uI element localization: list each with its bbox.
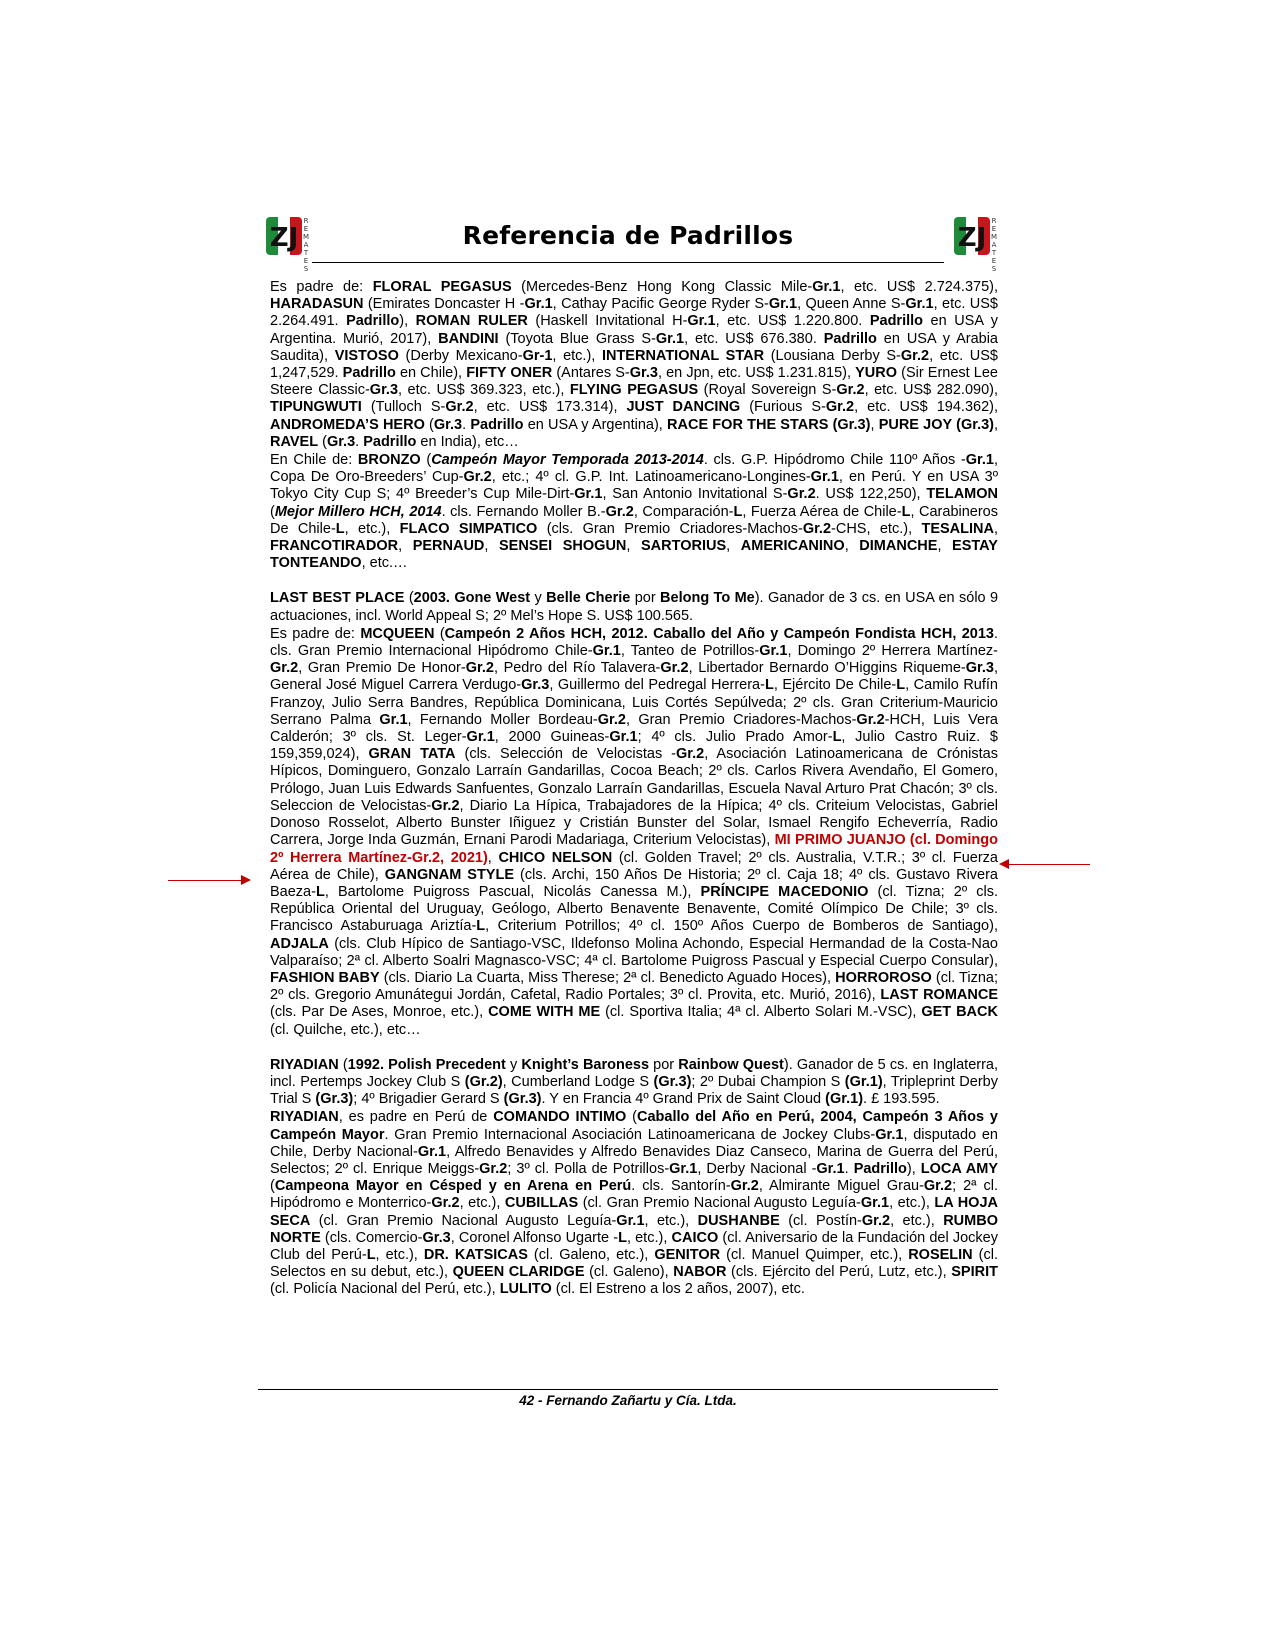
page-title: Referencia de Padrillos bbox=[462, 221, 794, 250]
logo-side-text: REMATES bbox=[990, 217, 998, 273]
document-body bbox=[270, 279, 998, 1299]
paragraph-riyadian: RIYADIAN (1992. Polish Precedent y Knight’s Baroness por Rainbow Quest). Ganador de 5 cs. en Inglaterra, incl. Pertemps Jockey Club S (Gr.2), Cumberland Lodge S (Gr.3); 2º Dubai Champion S (Gr.1), Tripleprint Derby Trial S (Gr.3); 4º Brigadier Gerard S (Gr.3). Y en Francia 4º Grand Prix de Saint Cloud (Gr.1). £ 193.595. bbox=[270, 1056, 999, 1108]
paragraph-last-best-place: LAST BEST PLACE (2003. Gone West y Belle Cherie por Belong To Me). Ganador de 3 cs. en USA en sólo 9 actuaciones, incl. World Appeal S; 2º Mel’s Hope S. US$ 100.565. bbox=[270, 590, 999, 624]
zj-logo-icon bbox=[954, 217, 990, 255]
logo-letters: ZJ bbox=[957, 223, 987, 253]
paragraph-last-best-place-offspring: Es padre de: MCQUEEN (Campeón 2 Años HCH, 2012. Caballo del Año y Campeón Fondista HCH, 2013. cls. Gran Premio Internacional Hipódromo Chile-Gr.1, Tanteo de Potrillos-Gr.1, Domingo 2º Herrera Martínez-Gr.2, Gran Premio De Honor-Gr.2, Pedro del Río Talavera-Gr.2, Libertador Bernardo O’Higgins Riqueme-Gr.3, General José Miguel Carrera Verdugo-Gr.3, Guillermo del Pedregal Herrera-L, Ejército De Chile-L, Camilo Rufín Franzoy, Julio Serra Bandres, República Dominicana, Luis Cortés Sepúlveda; 2º cls. Gran Criterium-Mauricio Serrano Palma Gr.1, Fernando Moller Bordeau-Gr.2, Gran Premio Criadores-Machos-Gr.2-HCH, Luis Vera Calderón; 3º cls. St. Leger-Gr.1, 2000 Guineas-Gr.1; 4º cls. Julio Prado Amor-L, Julio Castro Ruiz. $ 159,359,024), GRAN TATA (cls. Selección de Velocistas -Gr.2, Asociación Latinoamericana de Crónistas Hípicos, Dominguero, Gonzalo Larraín Gandarillas, Cocoa Beach; 2º cls. Carlos Rivera Avendaño, El Gomero, Prólogo, Juan Luis Edwards Sanfuentes, Gonzalo Larraín Gandarillas, Escuela Naval Arturo Prat Chacón; 3º cls. Seleccion de Velocistas-Gr.2, Diario La Hípica, Trabajadores de la Hípica; 4º cls. Criteium Velocistas, Gabriel Donoso Rosselot, Alberto Bunster Iñiguez y Cristián Bunster del Solar, Ismael Rengifo Echeverría, Radio Carrera, Jorge Inda Guzmán, Ernani Parodi Madariaga, Criterium Velocistas), MI PRIMO JUANJO (cl. Domingo 2º Herrera Martínez-Gr.2, 2021), CHICO NELSON (cl. Golden Travel; 2º cls. Australia, V.T.R.; 3º cl. Fuerza Aérea de Chile), GANGNAM STYLE (cls. Archi, 150 Años De Historia; 2º cl. Caja 18; 4º cls. Gustavo Rivera Baeza-L, Bartolome Puigross Pascual, Nicolás Canessa M.), PRÍNCIPE MACEDONIO (cl. Tizna; 2º cls. República Oriental del Uruguay, Geólogo, Alberto Benavente Benavente, Comité Olímpico De Chile; 3º cls. Francisco Astaburuaga Ariztía-L, Criterium Potrillos; 4º cl. 150º Años Cuerpo de Bomberos de Santiago), ADJALA (cls. Club Hípico de Santiago-VSC, Ildefonso Molina Achondo, Especial Hermandad de la Costa-Nao Valparaíso; 2ª cl. Alberto Soalri Magnasco-VSC; 4ª cl. Bartolome Puigross Pascual y Especial Cuerpo Consular), FASHION BABY (cls. Diario La Cuarta, Miss Therese; 2ª cl. Benedicto Aguado Hoces), HORROROSO (cl. Tizna; 2º cls. Gregorio Amunátegui Jordán, Cafetal, Radio Portales; 3º cl. Provita, etc. Murió, 2016), LAST ROMANCE (cls. Par De Ases, Monroe, etc.), COME WITH ME (cl. Sportiva Italia; 4ª cl. Alberto Solari M.-VSC), GET BACK (cl. Quilche, etc.), etc… bbox=[270, 625, 999, 1038]
paragraph-chile-offspring: En Chile de: BRONZO (Campeón Mayor Temporada 2013-2014. cls. G.P. Hipódromo Chile 110º Años -Gr.1, Copa De Oro-Breeders’ Cup-Gr.2, etc.; 4º cl. G.P. Int. Latinoamericano-Longines-Gr.1, en Perú. Y en USA 3º Tokyo City Cup S; 4º Breeder’s Cup Mile-Dirt-Gr.1, San Antonio Invitational S-Gr.2. US$ 122,250), TELAMON (Mejor Millero HCH, 2014. cls. Fernando Moller B.-Gr.2, Comparación-L, Fuerza Aérea de Chile-L, Carabineros De Chile-L, etc.), FLACO SIMPATICO (cls. Gran Premio Criadores-Machos-Gr.2-CHS, etc.), TESALINA, FRANCOTIRADOR, PERNAUD, SENSEI SHOGUN, SARTORIUS, AMERICANINO, DIMANCHE, ESTAY TONTEANDO, etc.… bbox=[270, 452, 999, 572]
logo-side-text: REMATES bbox=[302, 217, 310, 273]
footer-divider bbox=[258, 1389, 998, 1390]
page-header bbox=[258, 217, 998, 273]
logo-letters: ZJ bbox=[269, 223, 299, 253]
title-underline bbox=[312, 262, 944, 263]
paragraph-floral-pegasus: Es padre de: FLORAL PEGASUS (Mercedes-Benz Hong Kong Classic Mile-Gr.1, etc. US$ 2.724.375), HARADASUN (Emirates Doncaster H -Gr.1, Cathay Pacific George Ryder S-Gr.1, Queen Anne S-Gr.1, etc. US$ 2.264.491. Padrillo), ROMAN RULER (Haskell Invitational H-Gr.1, etc. US$ 1.220.800. Padrillo en USA y Argentina. Murió, 2017), BANDINI (Toyota Blue Grass S-Gr.1, etc. US$ 676.380. Padrillo en USA y Arabia Saudita), VISTOSO (Derby Mexicano-Gr-1, etc.), INTERNATIONAL STAR (Lousiana Derby S-Gr.2, etc. US$ 1,247,529. Padrillo en Chile), FIFTY ONER (Antares S-Gr.3, en Jpn, etc. US$ 1.231.815), YURO (Sir Ernest Lee Steere Classic-Gr.3, etc. US$ 369.323, etc.), FLYING PEGASUS (Royal Sovereign S-Gr.2, etc. US$ 282.090), TIPUNGWUTI (Tulloch S-Gr.2, etc. US$ 173.314), JUST DANCING (Furious S-Gr.2, etc. US$ 194.362), ANDROMEDA’S HERO (Gr.3. Padrillo en USA y Argentina), RACE FOR THE STARS (Gr.3), PURE JOY (Gr.3), RAVEL (Gr.3. Padrillo en India), etc… bbox=[270, 279, 999, 450]
company-logo-right bbox=[946, 217, 998, 273]
page-footer: 42 - Fernando Zañartu y Cía. Ltda. bbox=[519, 1393, 737, 1408]
highlighted-entry: MI PRIMO JUANJO (cl. Domingo 2º Herrera Martínez-Gr.2, 2021) bbox=[270, 832, 999, 866]
highlight-arrow-left-icon bbox=[168, 880, 242, 881]
paragraph-riyadian-offspring: RIYADIAN, es padre en Perú de COMANDO INTIMO (Caballo del Año en Perú, 2004, Campeón 3 Años y Campeón Mayor. Gran Premio Internacional Asociación Latinoamericana de Jockey Clubs-Gr.1, disputado en Chile, Derby Nacional-Gr.1, Alfredo Benavides y Alfredo Benavides Diaz Canseco, Marina de Guerra del Perú, Selectos; 2º cl. Enrique Meiggs-Gr.2; 3º cl. Polla de Potrillos-Gr.1, Derby Nacional -Gr.1. Padrillo), LOCA AMY (Campeona Mayor en Césped y en Arena en Perú. cls. Santorín-Gr.2, Almirante Miguel Grau-Gr.2; 2ª cl. Hipódromo e Monterrico-Gr.2, etc.), CUBILLAS (cl. Gran Premio Nacional Augusto Leguía-Gr.1, etc.), LA HOJA SECA (cl. Gran Premio Nacional Augusto Leguía-Gr.1, etc.), DUSHANBE (cl. Postín-Gr.2, etc.), RUMBO NORTE (cls. Comercio-Gr.3, Coronel Alfonso Ugarte -L, etc.), CAICO (cl. Aniversario de la Fundación del Jockey Club del Perú-L, etc.), DR. KATSICAS (cl. Galeno, etc.), GENITOR (cl. Manuel Quimper, etc.), ROSELIN (cl. Selectos en su debut, etc.), QUEEN CLARIDGE (cl. Galeno), NABOR (cls. Ejército del Perú, Lutz, etc.), SPIRIT (cl. Policía Nacional del Perú, etc.), LULITO (cl. El Estreno a los 2 años, 2007), etc. bbox=[270, 1109, 999, 1298]
highlight-arrow-right-icon bbox=[1008, 864, 1090, 865]
